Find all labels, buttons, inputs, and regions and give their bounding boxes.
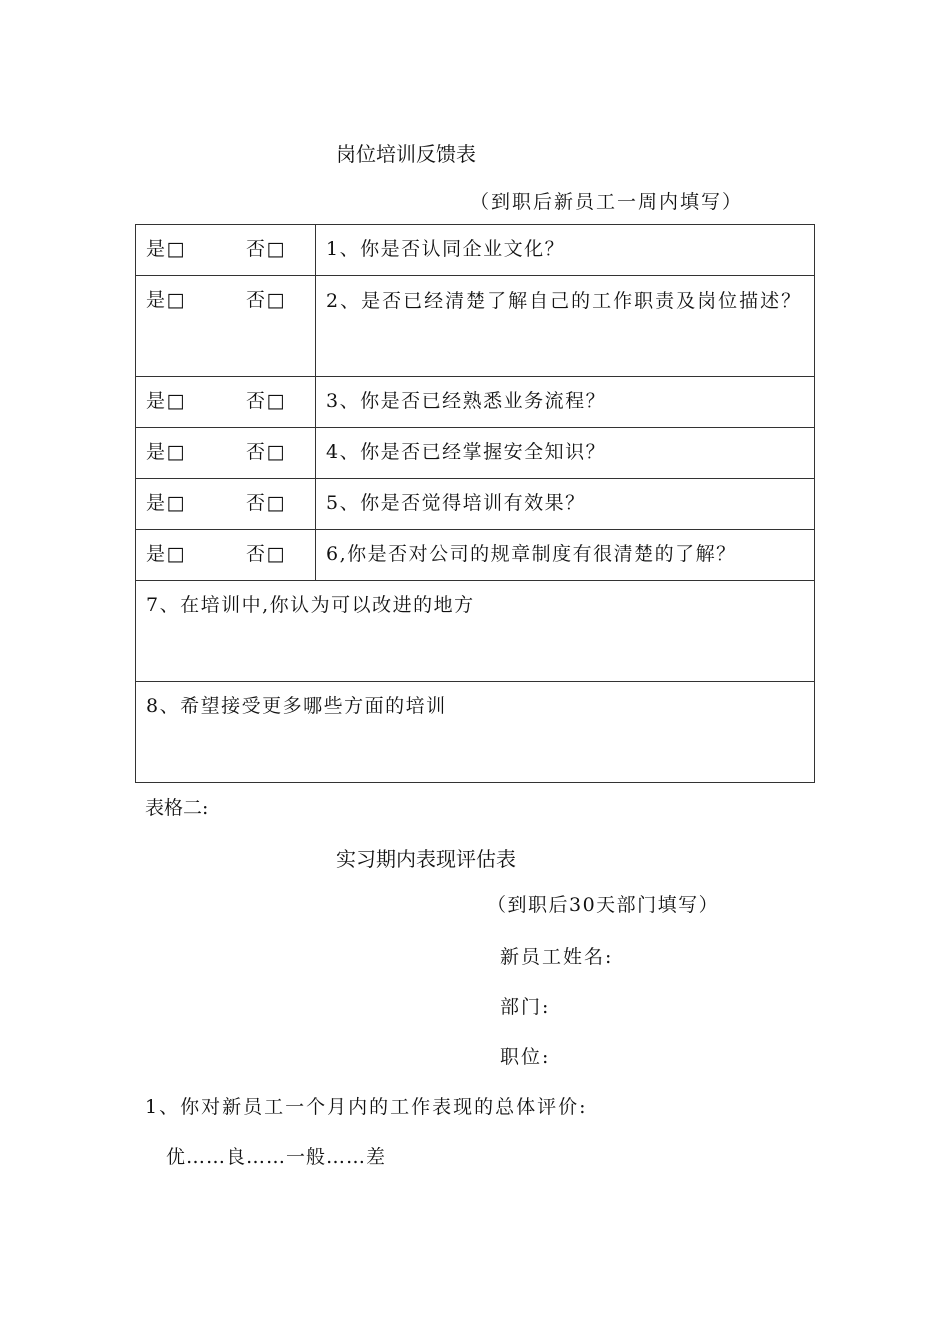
feedback-form-title: 岗位培训反馈表 [336, 142, 476, 166]
position-field[interactable]: 职位: [500, 1046, 551, 1068]
evaluation-form-subtitle: （到职后30天部门填写） [487, 894, 720, 916]
no-checkbox[interactable]: 否□ [246, 390, 286, 412]
open-question-cell[interactable]: 8、希望接受更多哪些方面的培训 [136, 682, 815, 783]
yes-checkbox[interactable]: 是□ [146, 390, 186, 412]
table-row [136, 225, 815, 276]
table-row [136, 479, 815, 530]
yes-checkbox[interactable]: 是□ [146, 492, 186, 514]
rating-scale[interactable]: 优……良……一般……差 [166, 1146, 387, 1168]
table-row [136, 428, 815, 479]
table-row [136, 530, 815, 581]
question-cell: 6,你是否对公司的规章制度有很清楚的了解？ [316, 530, 815, 581]
feedback-table [135, 224, 815, 783]
no-checkbox[interactable]: 否□ [246, 238, 286, 260]
question-cell: 2、是否已经清楚了解自己的工作职责及岗位描述？ [316, 276, 815, 377]
yes-checkbox[interactable]: 是□ [146, 543, 186, 565]
evaluation-form-title: 实习期内表现评估表 [336, 847, 516, 871]
question-cell: 5、你是否觉得培训有效果？ [316, 479, 815, 530]
overall-evaluation-question: 1、你对新员工一个月内的工作表现的总体评价: [145, 1096, 588, 1118]
department-field[interactable]: 部门: [500, 996, 551, 1018]
yes-no-cell[interactable] [136, 530, 316, 581]
no-checkbox[interactable]: 否□ [246, 543, 286, 565]
question-cell: 1、你是否认同企业文化？ [316, 225, 815, 276]
yes-no-cell[interactable] [136, 479, 316, 530]
question-cell: 4、你是否已经掌握安全知识？ [316, 428, 815, 479]
yes-no-cell[interactable] [136, 428, 316, 479]
table-row [136, 276, 815, 377]
yes-checkbox[interactable]: 是□ [146, 441, 186, 463]
table-row [136, 581, 815, 682]
open-question-cell[interactable]: 7、在培训中,你认为可以改进的地方 [136, 581, 815, 682]
no-checkbox[interactable]: 否□ [246, 441, 286, 463]
yes-no-cell[interactable] [136, 377, 316, 428]
question-cell: 3、你是否已经熟悉业务流程？ [316, 377, 815, 428]
yes-checkbox[interactable]: 是□ [146, 238, 186, 260]
table-row [136, 377, 815, 428]
no-checkbox[interactable]: 否□ [246, 492, 286, 514]
table-row [136, 682, 815, 783]
yes-checkbox[interactable]: 是□ [146, 289, 186, 311]
yes-no-cell[interactable] [136, 276, 316, 377]
employee-name-field[interactable]: 新员工姓名: [500, 946, 614, 968]
yes-no-cell[interactable] [136, 225, 316, 276]
feedback-form-subtitle: （到职后新员工一周内填写） [470, 191, 744, 213]
no-checkbox[interactable]: 否□ [246, 289, 286, 311]
table-two-label: 表格二: [145, 797, 209, 819]
